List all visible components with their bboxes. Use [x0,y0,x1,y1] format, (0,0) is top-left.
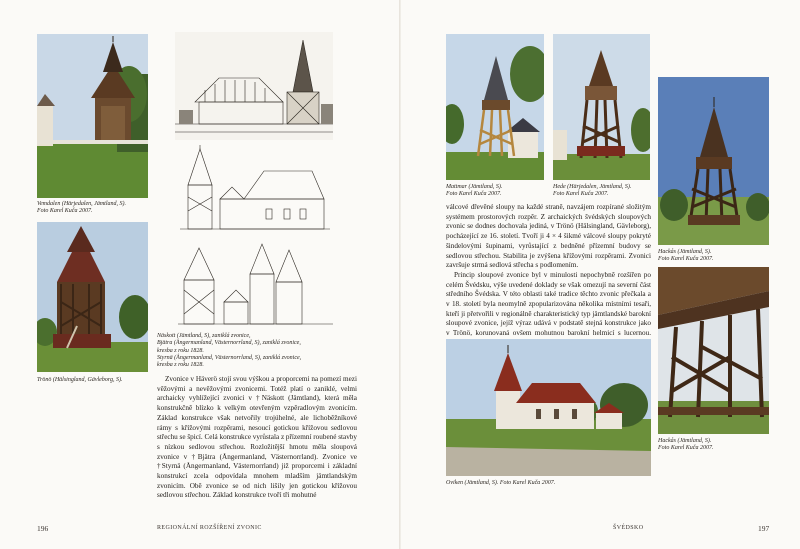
photo-hackas-2 [658,267,769,434]
caption-trono: Trönö (Hälsingland, Gävleborg, S). [37,377,123,383]
caption-drawings: Näskott (Jämtland, S), zaniklá zvonice, Bjätra (Ångermanland, Västernorrland, S), zaniklá zvonice, kresba z roku 1828. Styrnä (Ångermanland, Västernorrland, S), zaniklá zvonice, kresba z roku 1828. [157,333,302,369]
caption-vemdalen: Vemdalen (Härjedalen, Jämtland, S). Foto Karel Kuča 2007. [37,201,126,215]
caption-oviken: Oviken (Jämtland, S). Foto Karel Kuča 2007. [446,480,556,486]
illustration-elevation-1 [180,145,330,235]
caption-mattmar: Mattmar (Jämtland, S). Foto Karel Kuča 2007. [446,184,503,198]
caption-hede: Hede (Härjedalen, Jämtland, S). Foto Karel Kuča 2007. [553,184,632,198]
running-head-left: REGIONÁLNÍ ROZŠÍŘENÍ ZVONIC [157,525,262,531]
caption-hackas-1: Hackås (Jämtland, S). Foto Karel Kuča 2007. [658,249,714,263]
left-page [0,0,399,549]
photo-trono [37,222,148,372]
illustration-engraving [175,32,333,140]
photo-mattmar [446,34,544,180]
page-number-left: 196 [37,524,49,533]
page-number-right: 197 [758,524,770,533]
running-head-right: ŠVÉDSKO [613,525,644,531]
illustration-elevation-2 [178,240,333,330]
photo-vemdalen [37,34,148,198]
photo-hede [553,34,650,180]
body-text-left: Zvonice v Häverö stojí svou výškou a proporcemi na pomezí mezi věžovými a nevěžovými zvonicemi. Totéž platí o zaniklé, velmi archaicky vyhlížející zvonici v †Näskott (Jämtland), která měla konstrukčně blízko k velkým otevřeným vzpěradlovým zvonicím. Základ konstrukce však netvořily trojúhelné, ale lichoběžníkové rámy s křížovými rozpěrami, nesoucí gotickou křížovou sedlovou střechu se špicí. Celá konstrukce vyrůstala z přízemní roubené stavby s nízkou sedlovou střechou. Rozložitější hmotu měla sloupová zvonice v †Bjätra (Ångermanland, Västernorrland). Zvonice ve †Styrnä (Ångermanland, Västernorrland) již proporcemi i základní konstrukcí zcela odpovídala mnohem mladším jämtlandským zvonicím. Obě zvonice se od nich lišily jen gotickou křížovou sedlovou střechou. Základ konstrukce tvoří tři mohutné [157,375,357,500]
body-text-right: válcové dřevěné sloupy na každé straně, navzájem rozpírané složitým systémem prostorových rozpěr. Z archaických švédských sloupových zvonic se dodnes dochovala jediná, v Trönö (Hälsingland, Gävleborg), pocházející ze 16. století. Tvoří ji 4 × 4 šikmé válcové sloupy pokryté šindelovými šupinami, vyrůstající z bedněné přízemní budovy se sedlovou střechou. Stabilita je zvýšena křížovými rozpěrami. Zvonici završuje strmá sedlová střecha s podlomením. Princip sloupové zvonice byl v minulosti nepochybně rozšířen po celém Švédsku, výše uvedené doklady se však omezují na severní část středního Švédska. V této oblasti také tradice těchto zvonic přečkala a v 18. století byla neomylně zpopularizována několika místními tesaři, kteří ji přetvořili v regionálně charakteristický typ jämtlandské barokní sloupové zvonice, jejíž výraz udává v podstatě stejná konstrukce jako v Trönö, korunovaná ovšem mohutnou barokní helmicí s lucernou. [446,203,651,338]
photo-hackas-1 [658,77,769,245]
photo-oviken [446,339,651,476]
right-page [401,0,800,549]
caption-hackas-2: Hackås (Jämtland, S). Foto Karel Kuča 2007. [658,438,714,452]
